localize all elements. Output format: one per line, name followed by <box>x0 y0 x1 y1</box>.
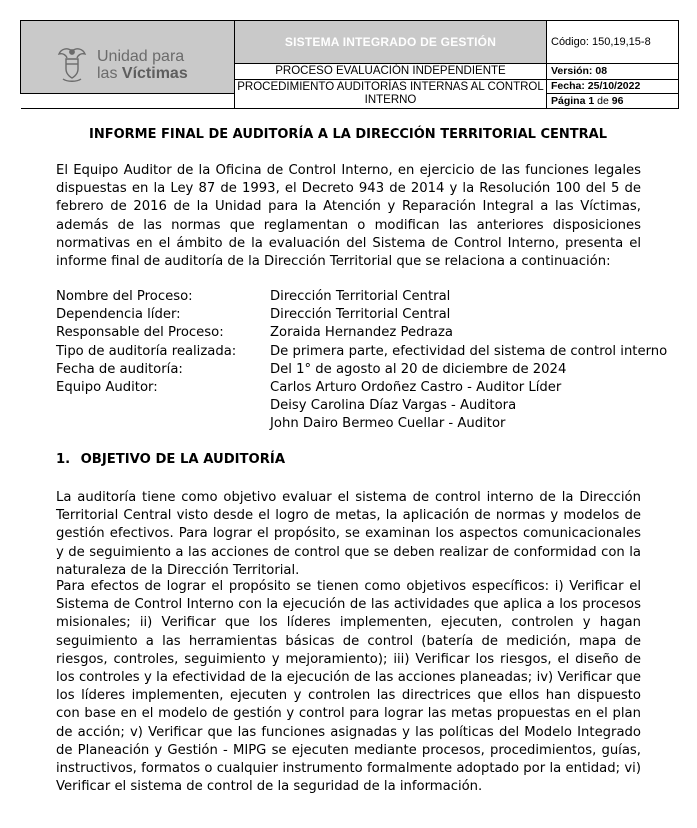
info-value: Del 1° de agosto al 20 de diciembre de 2024 <box>270 361 567 377</box>
version-label: Versión: <box>551 65 593 78</box>
code-cell <box>547 21 679 64</box>
info-value: Zoraida Hernandez Pedraza <box>270 325 454 341</box>
info-label <box>56 415 270 433</box>
report-title: INFORME FINAL DE AUDITORÍA A LA DIRECCIÓN TERRITORIAL CENTRAL <box>89 127 607 142</box>
date-cell <box>547 79 679 94</box>
section-heading <box>56 452 285 467</box>
info-row <box>56 415 667 433</box>
audit-info-list <box>56 288 667 434</box>
system-name: SISTEMA INTEGRADO DE GESTIÓN <box>235 21 547 64</box>
code-value: 150,19,15-8 <box>591 35 651 48</box>
page-label: Página <box>551 95 586 108</box>
info-label: Nombre del Proceso: <box>56 289 193 304</box>
logo-cell-bottom <box>21 94 235 109</box>
info-row <box>56 379 667 397</box>
info-label: Responsable del Proceso: <box>56 325 224 341</box>
specific-objectives-paragraph: Para efectos de lograr el propósito se tienen como objetivos específicos: i) Verificar el Sistema de Control Interno con la ejecución de las actividades que aplica a los procesos misionales; ii) Verificar que los líderes implementen, ejecuten, controlen y hagan seguimiento a las herramientas básicas de control (batería de medición, mapa de riesgos, controles, seguimiento y mejoramiento); iii) Verificar los riesgos, el diseño de los controles y la efectividad de la ejecución de las acciones planeadas; iv) Verificar que los líderes implementen, ejecuten y controlen las directrices que ellos han dispuesto con base en el modelo de gestión y control para lograr las metas propuestas en el plan de acción; v) Verificar que las funciones asignadas y las políticas del Modelo Integrado de Planeación y Gestión - MIPG se ejecuten mediante procesos, procedimientos, guías, instructivos, formatos o cualquier instrumento formalmente adoptado por la entidad; vi) Verificar el sistema de control de la seguridad de la información. <box>56 579 641 795</box>
date-value: 25/10/2022 <box>587 80 641 93</box>
section-number: 1. <box>56 452 71 467</box>
info-value: John Dairo Bermeo Cuellar - Auditor <box>270 416 506 432</box>
section-title: OBJETIVO DE LA AUDITORÍA <box>80 452 286 467</box>
page-total: 96 <box>611 95 624 108</box>
logo-line2-prefix: las <box>97 65 122 82</box>
unidad-victimas-logo <box>57 45 188 85</box>
info-row <box>56 397 667 415</box>
code-label: Código: <box>551 35 589 48</box>
page-of: de <box>597 95 609 108</box>
info-label <box>56 397 270 415</box>
logo-cell <box>21 21 235 94</box>
info-row <box>56 324 667 342</box>
process-name: PROCESO EVALUACIÓN INDEPENDIENTE <box>235 63 547 79</box>
info-value: Carlos Arturo Ordoñez Castro - Auditor Líder <box>270 380 562 396</box>
page-current: 1 <box>588 95 595 108</box>
info-row <box>56 361 667 379</box>
version-value: 08 <box>595 65 608 78</box>
info-value: Dirección Territorial Central <box>270 307 451 323</box>
info-value: Dirección Territorial Central <box>270 289 451 304</box>
logo-line2-bold: Víctimas <box>121 65 188 82</box>
info-row <box>56 306 667 324</box>
procedure-name: PROCEDIMIENTO AUDITORÍAS INTERNAS AL CONTROL INTERNO <box>235 79 547 108</box>
info-label: Fecha de auditoría: <box>56 361 183 377</box>
page-cell <box>547 94 679 109</box>
version-cell <box>547 63 679 79</box>
info-value: Deisy Carolina Díaz Vargas - Auditora <box>270 398 517 414</box>
info-row <box>56 288 667 306</box>
document-header <box>20 20 679 109</box>
logo-line1: Unidad para <box>97 48 185 65</box>
info-label: Tipo de auditoría realizada: <box>56 343 237 359</box>
info-label: Equipo Auditor: <box>56 380 158 396</box>
objective-paragraph: La auditoría tiene como objetivo evaluar el sistema de control interno de la Dirección Territorial Central visto desde el logro de metas, la aplicación de normas y modelos de gestión efectivos. Para lograr el propósito, se examinan los aspectos comunicacionales y de seguimiento a las acciones de control que se deben realizar de conformidad con la naturaleza de la Dirección Territorial. <box>56 490 641 578</box>
info-value: De primera parte, efectividad del sistema de control interno <box>270 343 668 359</box>
info-label: Dependencia líder: <box>56 307 181 323</box>
intro-paragraph: El Equipo Auditor de la Oficina de Control Interno, en ejercicio de las funciones legales dispuestas en la Ley 87 de 1993, el Decreto 943 de 2014 y la Resolución 100 del 5 de febrero de 2016 de la Unidad para la Atención y Reparación Integral a las Víctimas, además de las normas que reglamentan o modifican las anteriores disposiciones normativas en el ámbito de la evaluación del Sistema de Control Interno, presenta el informe final de auditoría de la Dirección Territorial que se relaciona a continuación: <box>56 163 641 270</box>
date-label: Fecha: <box>551 80 585 93</box>
info-row <box>56 343 667 361</box>
coat-of-arms-icon <box>57 45 87 85</box>
